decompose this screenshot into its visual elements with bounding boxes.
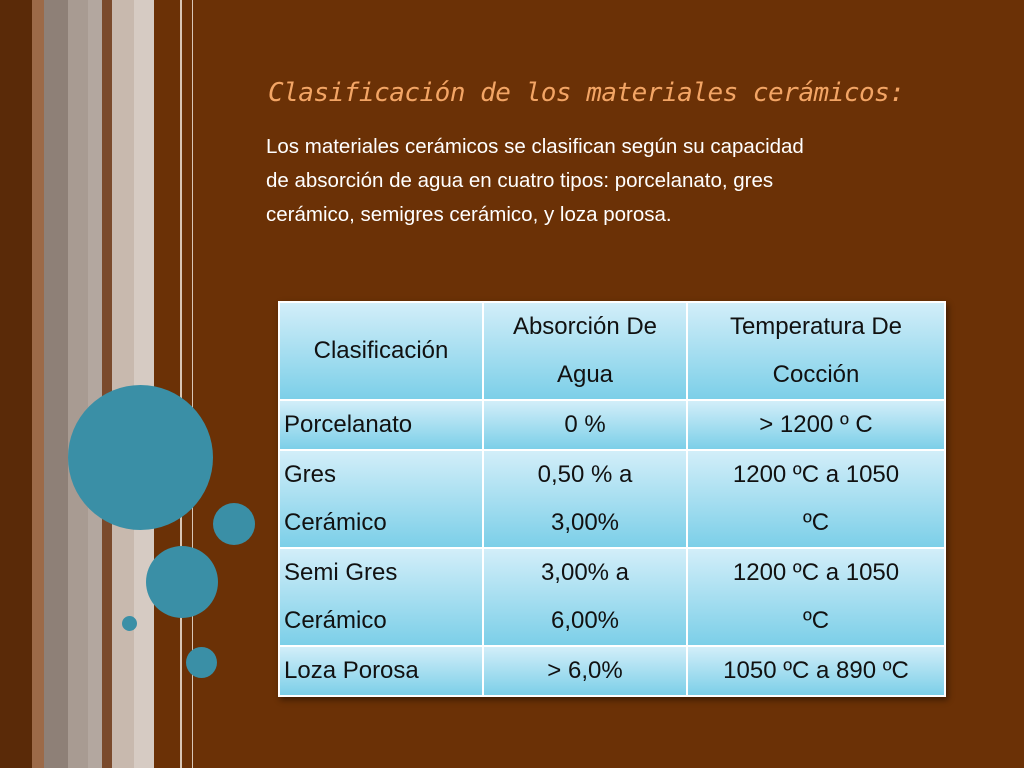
decor-line (180, 0, 182, 768)
decor-stripe (154, 0, 162, 768)
decor-stripe (134, 0, 154, 768)
decor-circle (186, 647, 217, 678)
slide-title: Clasificación de los materiales cerámicos: (268, 78, 905, 108)
decor-stripe (32, 0, 44, 768)
cell-temperatura: 1050 ºC a 890 ºC (687, 646, 945, 696)
table-header-row (279, 302, 945, 400)
decor-stripe (88, 0, 102, 768)
decor-circle (68, 385, 213, 530)
cell-clasificacion: Loza Porosa (279, 646, 483, 696)
table-row (279, 548, 945, 646)
decor-stripe (68, 0, 88, 768)
classification-table (278, 301, 946, 697)
cell-temperatura: 1200 ºC a 1050 ºC (687, 450, 945, 548)
cell-clasificacion: Semi Gres Cerámico (279, 548, 483, 646)
cell-temperatura: 1200 ºC a 1050 ºC (687, 548, 945, 646)
cell-temperatura: > 1200 º C (687, 400, 945, 450)
decor-circle (213, 503, 255, 545)
cell-absorcion: 3,00% a 6,00% (483, 548, 687, 646)
table-row (279, 400, 945, 450)
intro-paragraph (266, 130, 966, 232)
header-temperatura: Temperatura De Cocción (687, 302, 945, 400)
cell-absorcion: > 6,0% (483, 646, 687, 696)
cell-absorcion: 0 % (483, 400, 687, 450)
decor-stripe (0, 0, 32, 768)
table-row (279, 450, 945, 548)
intro-line: cerámico, semigres cerámico, y loza porosa. (266, 203, 672, 226)
decor-circle (122, 616, 137, 631)
table-row (279, 646, 945, 696)
decor-stripe (102, 0, 112, 768)
decor-circle (146, 546, 218, 618)
header-absorcion: Absorción De Agua (483, 302, 687, 400)
intro-line: Los materiales cerámicos se clasifican según su capacidad (266, 135, 804, 158)
intro-line: de absorción de agua en cuatro tipos: porcelanato, gres (266, 169, 774, 192)
cell-clasificacion: Porcelanato (279, 400, 483, 450)
header-clasificacion: Clasificación (279, 302, 483, 400)
cell-clasificacion: Gres Cerámico (279, 450, 483, 548)
cell-absorcion: 0,50 % a 3,00% (483, 450, 687, 548)
decor-stripe (44, 0, 68, 768)
decor-stripe (112, 0, 134, 768)
